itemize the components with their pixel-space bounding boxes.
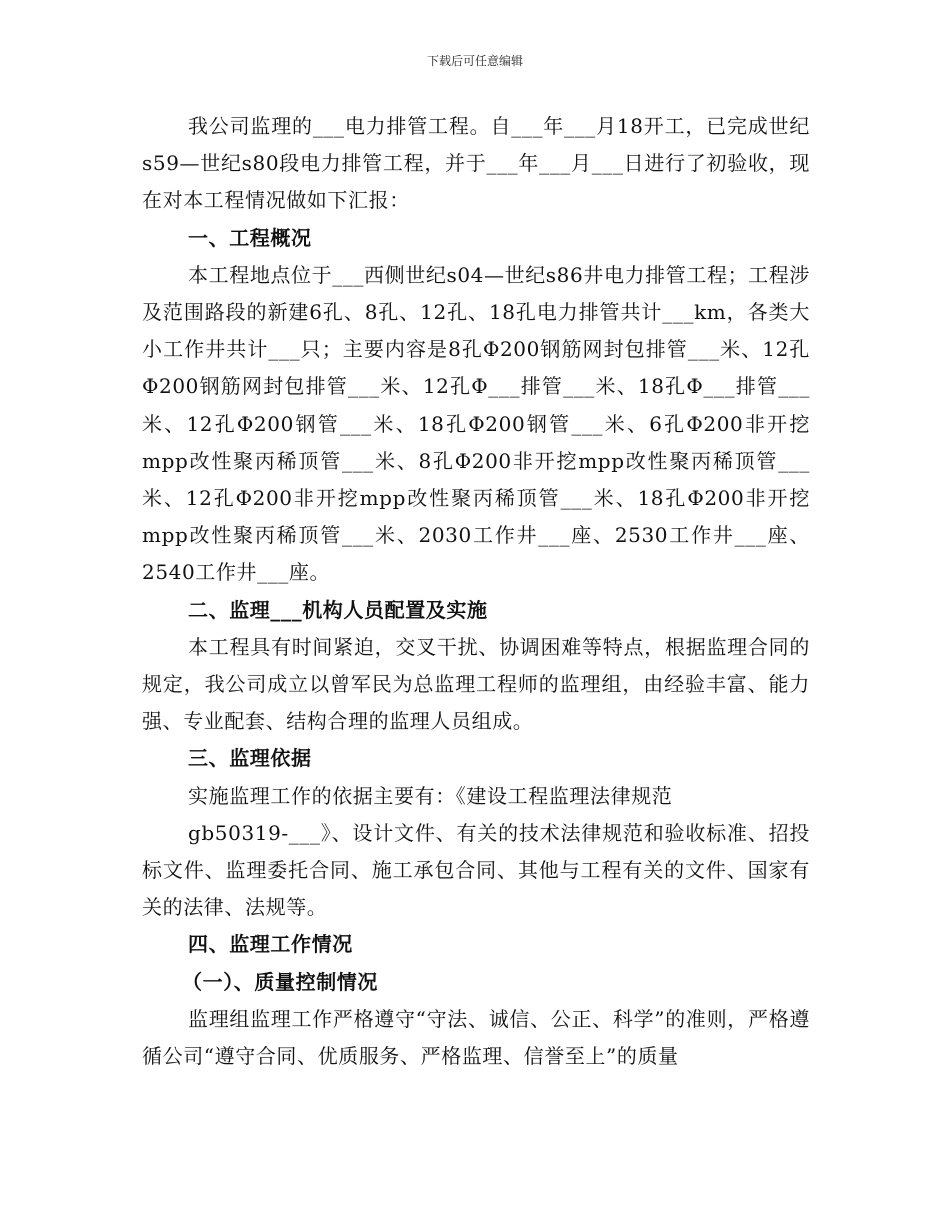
section-heading-overview: 一、工程概况	[188, 225, 312, 250]
overview-paragraph: 本工程地点位于___西侧世纪s04—世纪s86井电力排管工程；工程涉及范围路段的新建6孔、8孔、12孔、18孔电力排管共计___km，各类大小工作井共计___只；主要内容是8孔Φ200钢筋网封包排管___米、12孔Φ200钢筋网封包排管___米、12孔Φ___排管___米、18孔Φ___排管___米、12孔Φ200钢管___米、18孔Φ200钢管___米、6孔Φ200非开挖mpp改性聚丙稀顶管___米、8孔Φ200非开挖mpp改性聚丙稀顶管___米、12孔Φ200非开挖mpp改性聚丙稀顶管___米、18孔Φ200非开挖mpp改性聚丙稀顶管___米、2030工作井___座、2530工作井___座、2540工作井___座。	[142, 262, 810, 585]
section-heading-basis: 三、监理依据	[188, 746, 312, 771]
basis-paragraph-line2: gb50319-___》、设计文件、有关的技术法律规范和验收标准、招投标文件、监理委托合同、施工承包合同、其他与工程有关的文件、国家有关的法律、法规等。	[142, 820, 810, 920]
document-body	[142, 108, 810, 1075]
section-heading-staffing: 二、监理___机构人员配置及实施	[188, 597, 488, 622]
intro-paragraph: 我公司监理的___电力排管工程。自___年___月18开工，已完成世纪s59—世纪s80段电力排管工程，并于___年___月___日进行了初验收，现在对本工程情况做如下汇报：	[142, 114, 810, 213]
section-heading-work: 四、监理工作情况	[188, 932, 353, 957]
quality-paragraph: 监理组监理工作严格遵守“守法、诚信、公正、科学”的准则，严格遵循公司“遵守合同、优质服务、严格监理、信誉至上”的质量	[142, 1006, 810, 1069]
staffing-paragraph: 本工程具有时间紧迫，交叉干扰、协调困难等特点，根据监理合同的规定，我公司成立以曾军民为总监理工程师的监理组，由经验丰富、能力强、专业配套、结构合理的监理人员组成。	[142, 634, 810, 734]
subsection-heading-quality: （一）、质量控制情况	[182, 969, 378, 994]
basis-paragraph-line1: 实施监理工作的依据主要有：《建设工程监理法律规范	[188, 783, 673, 808]
page-header: 下载后可任意编辑	[426, 54, 523, 68]
